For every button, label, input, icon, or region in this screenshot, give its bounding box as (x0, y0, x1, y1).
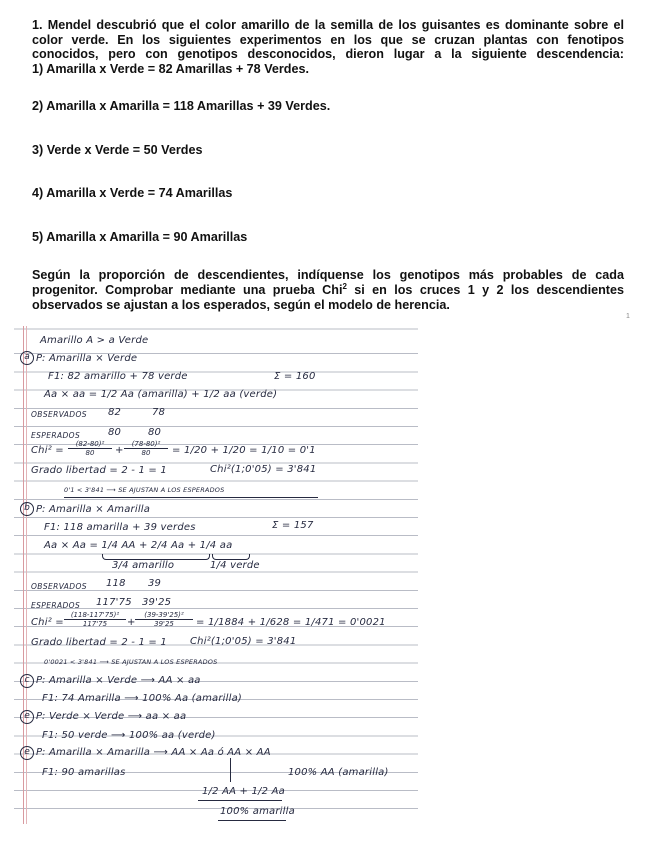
problem-statement (32, 18, 624, 312)
part-b-conclusion: 0'0021 < 3'841 ⟶ SE AJUSTAN A LOS ESPERADOS (44, 658, 218, 666)
part-a-observed-label: OBSERVADOS (31, 410, 87, 419)
part-b-sum: Σ = 157 (272, 520, 314, 531)
part-a-chi-term-1: $\frac{\text{(82-80)²}}{80}$ (68, 440, 112, 457)
part-b-cross: Aa × Aa = 1/4 AA + 2/4 Aa + 1/4 aa (44, 540, 233, 551)
part-a-chi-lhs: Chi² = (31, 445, 64, 456)
part-b-observed-1: 118 (106, 578, 126, 589)
part-b-brace-dominant-label: 3/4 amarillo (112, 560, 175, 571)
cross-4: 4) Amarilla x Verde = 74 Amarillas (32, 186, 233, 201)
part-d-marker: e (20, 710, 34, 724)
part-e-f1: F1: 90 amarillas (42, 767, 126, 778)
part-e-half-result: 1/2 AA + 1/2 Aa (202, 786, 285, 797)
part-b-chi-term-1: $\frac{\text{(118-117'75)²}}{117'75}$ (64, 611, 126, 628)
part-a-chi-critical: Chi²(1;0'05) = 3'841 (210, 464, 317, 475)
part-c-f1: F1: 74 Amarilla ⟶ 100% Aa (amarilla) (42, 693, 243, 704)
part-a-conclusion-underline (64, 497, 318, 498)
part-a-observed-2: 78 (152, 407, 166, 418)
part-a-parents: P: Amarilla × Verde (36, 353, 138, 364)
part-c-marker: c (20, 674, 34, 688)
part-e-arrow-shaft (230, 758, 231, 782)
part-a-chi-result: = 1/20 + 1/20 = 1/10 = 0'1 (172, 445, 316, 456)
part-b-f1: F1: 118 amarilla + 39 verdes (44, 522, 196, 533)
part-a-observed-1: 82 (108, 407, 122, 418)
part-b-expected-label: ESPERADOS (31, 601, 81, 610)
part-b-chi-term-2: $\frac{\text{(39-39'25)²}}{39'25}$ (135, 611, 193, 628)
cross-1: 1) Amarilla x Verde = 82 Amarillas + 78 Verdes. (32, 62, 309, 77)
part-a-expected-1: 80 (108, 427, 122, 438)
part-b-chi-plus: + (127, 617, 136, 628)
problem-intro: 1. Mendel descubrió que el color amarillo de la semilla de los guisantes es dominante sobre el color verde. En los siguientes experimentos en los que se cruzan plantas con fenotipos conocidos, pero con genotipos desconocidos, dieron lugar a la siguiente descendencia: (32, 18, 624, 62)
part-a-conclusion: 0'1 < 3'841 ⟶ SE AJUSTAN A LOS ESPERADOS (64, 486, 225, 494)
part-a-cross: Aa × aa = 1/2 Aa (amarilla) + 1/2 aa (verde) (44, 389, 278, 400)
part-b-observed-2: 39 (148, 578, 162, 589)
dominance-header: Amarillo A > a Verde (40, 335, 149, 346)
part-b-chi-critical: Chi²(1;0'05) = 3'841 (190, 636, 297, 647)
part-a-expected-label: ESPERADOS (31, 431, 81, 440)
part-b-expected-2: 39'25 (142, 597, 172, 608)
cross-3: 3) Verde x Verde = 50 Verdes (32, 142, 203, 157)
problem-question: Según la proporción de descendientes, indíquense los genotipos más probables de cada progenitor. Comprobar mediante una prueba Chi$^2$ si en los cruces 1 y 2 los descendientes observados se ajustan a los esperados, según el modelo de herencia. (32, 268, 624, 312)
cross-5: 5) Amarilla x Amarilla = 90 Amarillas (32, 229, 248, 244)
part-b-chi-result: = 1/1884 + 1/628 = 1/471 = 0'0021 (196, 617, 386, 628)
part-e-f1-result: 100% AA (amarilla) (288, 767, 389, 778)
cross-2: 2) Amarilla x Amarilla = 118 Amarillas + 39 Verdes. (32, 98, 331, 113)
handwritten-solution (14, 326, 418, 824)
part-b-chi-lhs: Chi² = (31, 617, 64, 628)
part-a-f1: F1: 82 amarillo + 78 verde (48, 371, 188, 382)
part-a-chi-term-2: $\frac{\text{(78-80)²}}{80}$ (124, 440, 168, 457)
part-c-parents: P: Amarilla × Verde ⟶ AA × aa (36, 675, 201, 686)
part-e-marker: e (20, 746, 34, 760)
part-e-half-underline (198, 800, 282, 801)
part-a-chi-plus: + (115, 445, 124, 456)
part-b-observed-label: OBSERVADOS (31, 582, 87, 591)
part-e-parents: P: Amarilla × Amarilla ⟶ AA × Aa ó AA × AA (36, 747, 271, 758)
part-b-brace-recessive-label: 1/4 verde (210, 560, 260, 571)
part-a-degrees-freedom: Grado libertad = 2 - 1 = 1 (31, 465, 167, 476)
part-b-marker: b (20, 502, 34, 516)
part-d-f1: F1: 50 verde ⟶ 100% aa (verde) (42, 730, 216, 741)
part-e-total-underline (218, 820, 286, 821)
part-b-parents: P: Amarilla × Amarilla (36, 504, 151, 515)
page-number: 1 (626, 313, 630, 320)
part-a-marker: a (20, 351, 34, 365)
part-a-sum: Σ = 160 (274, 371, 316, 382)
part-e-total-result: 100% amarilla (220, 806, 295, 817)
part-b-expected-1: 117'75 (96, 597, 132, 608)
part-a-expected-2: 80 (148, 427, 162, 438)
part-d-parents: P: Verde × Verde ⟶ aa × aa (36, 711, 187, 722)
part-b-degrees-freedom: Grado libertad = 2 - 1 = 1 (31, 637, 167, 648)
